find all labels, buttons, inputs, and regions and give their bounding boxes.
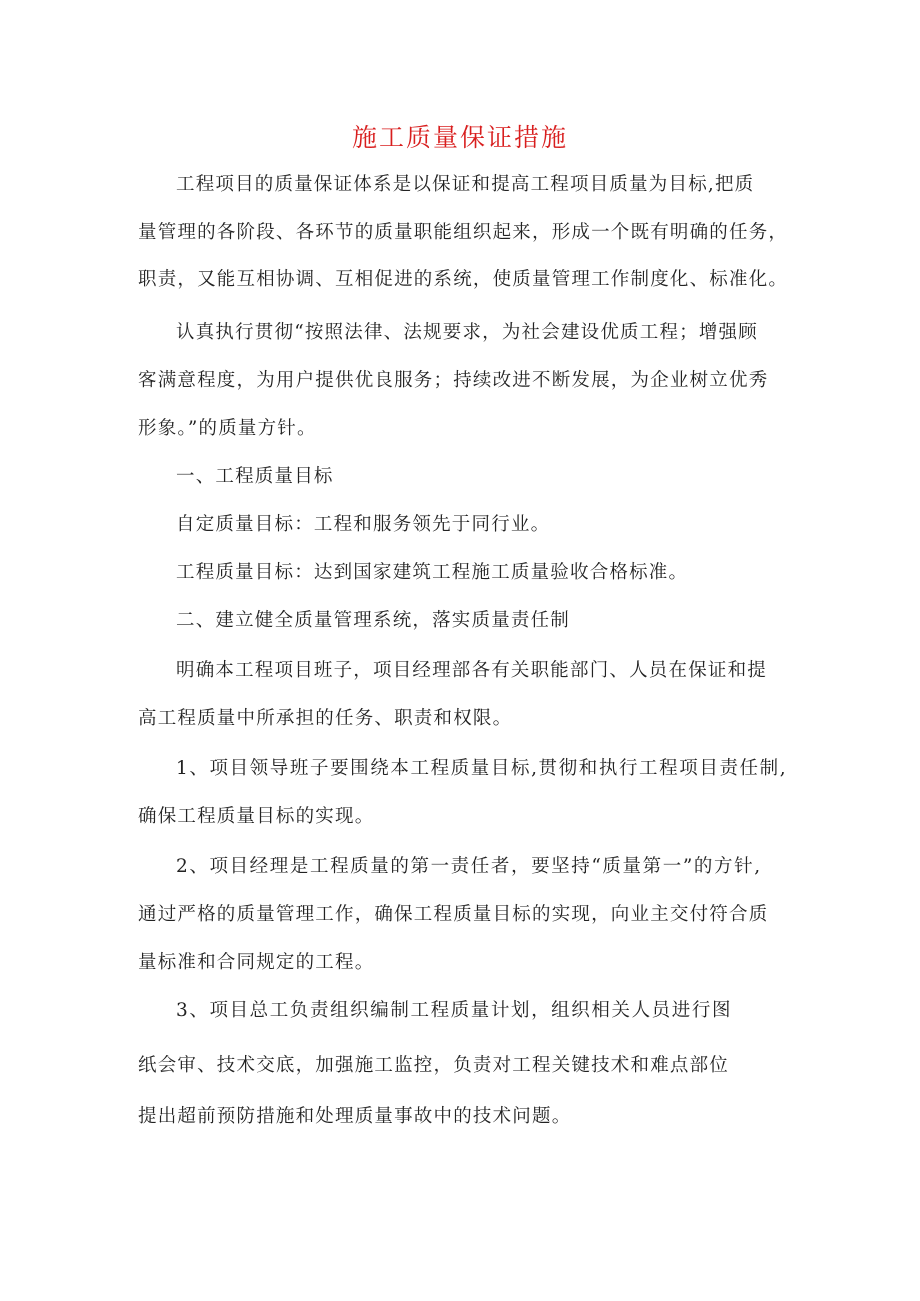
section-heading: 二、建立健全质量管理系统，落实质量责任制: [176, 610, 571, 631]
text-line: 明确本工程项目班子，项目经理部各有关职能部门、人员在保证和提: [176, 660, 768, 681]
section-heading: 一、工程质量目标: [176, 466, 334, 487]
text-line: 形象。”的质量方针。: [138, 418, 317, 439]
list-item: 3、项目总工负责组织编制工程质量计划，组织相关人员进行图: [176, 1000, 733, 1021]
text-line: 通过严格的质量管理工作，确保工程质量目标的实现，向业主交付符合质: [138, 904, 769, 925]
text-line: 量管理的各阶段、各环节的质量职能组织起来，形成一个既有明确的任务，: [138, 222, 789, 243]
list-item: 1、项目领导班子要围绕本工程质量目标,贯彻和执行工程项目责任制,: [176, 758, 788, 779]
text-line: 高工程质量中所承担的任务、职责和权限。: [138, 708, 513, 729]
text-line: 确保工程质量目标的实现。: [138, 806, 375, 827]
text-line: 认真执行贯彻“按照法律、法规要求，为社会建设优质工程；增强顾: [176, 322, 758, 343]
text-line: 纸会审、技术交底，加强施工监控，负责对工程关键技术和难点部位: [138, 1055, 730, 1076]
document-title: 施工质量保证措施: [351, 123, 568, 152]
text-line: 自定质量目标：工程和服务领先于同行业。: [176, 514, 551, 535]
text-line: 职责，又能互相协调、互相促进的系统，使质量管理工作制度化、标准化。: [138, 269, 789, 290]
text-line: 提出超前预防措施和处理质量事故中的技术问题。: [138, 1106, 572, 1127]
list-item: 2、项目经理是工程质量的第一责任者，要坚持“质量第一”的方针,: [176, 856, 762, 877]
text-line: 工程项目的质量保证体系是以保证和提高工程项目质量为目标,把质: [176, 174, 755, 195]
text-line: 工程质量目标：达到国家建筑工程施工质量验收合格标准。: [176, 562, 689, 583]
text-line: 量标准和合同规定的工程。: [138, 952, 375, 973]
text-line: 客满意程度，为用户提供优良服务；持续改进不断发展，为企业树立优秀: [138, 370, 769, 391]
